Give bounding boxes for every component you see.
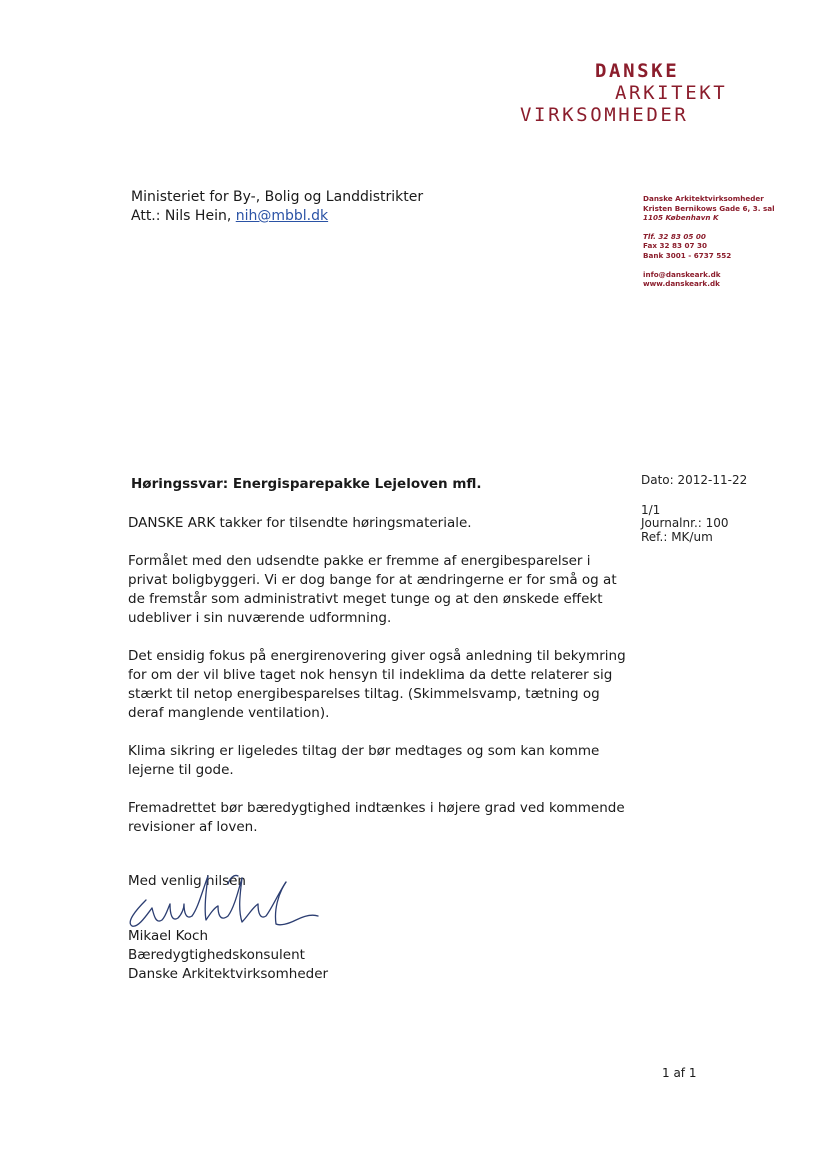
body-paragraph-5: Fremadrettet bør bæredygtighed indtænkes i højere grad ved kommende revisioner af loven. (128, 800, 625, 835)
recipient-attention (131, 207, 423, 226)
letter-journal-number: Journalnr.: 100 (641, 516, 729, 530)
recipient-att-label: Att.: Nils Hein, (131, 208, 236, 224)
logo-line-danske: DANSKE (595, 60, 680, 82)
letter-date: Dato: 2012-11-22 (641, 473, 748, 487)
sender-name: Danske Arkitektvirksomheder (643, 194, 764, 203)
letter-closing: Med venlig hilsen (128, 873, 246, 889)
body-paragraph-3: Det ensidig fokus på energirenovering giver også anledning til bekymring for om der vil blive taget nok hensyn til indeklima da dette relaterer sig stærkt til netop energibesparelses tiltag. (Skimmelsvamp, tætning og deraf manglende ventilation). (128, 648, 626, 721)
signer-organization: Danske Arkitektvirksomheder (128, 966, 329, 982)
body-paragraph-4: Klima sikring er ligeledes tiltag der bør medtages og som kan komme lejerne til gode. (128, 743, 600, 778)
letter-body (128, 514, 628, 856)
sender-phone: Tlf. 32 83 05 00 (643, 231, 706, 241)
handwritten-signature (118, 868, 328, 932)
page-number: 1 af 1 (662, 1066, 697, 1080)
recipient-ministry: Ministeriet for By-, Bolig og Landdistrikter (131, 189, 424, 205)
signer-block (128, 927, 328, 984)
sender-address-block (643, 194, 813, 289)
recipient-address (131, 188, 423, 226)
sender-website: www.danskeark.dk (643, 279, 720, 289)
letter-reference: Ref.: MK/um (641, 529, 713, 544)
sender-bank: Bank 3001 - 6737 552 (643, 250, 732, 260)
sender-city: 1105 København K (643, 213, 719, 223)
signer-title: Bæredygtighedskonsulent (128, 947, 305, 963)
letter-subject: Høringssvar: Energisparepakke Lejeloven mfl. (131, 476, 482, 492)
recipient-email-link[interactable]: nih@mbbl.dk (235, 208, 329, 224)
letter-pages: 1/1 (641, 502, 661, 517)
letter-meta (641, 474, 747, 544)
body-paragraph-2: Formålet med den udsendte pakke er fremme af energibesparelser i privat boligbyggeri. Vi er dog bange for at ændringerne er for små og at de fremstår som administrativt meget tunge og at den ønskede effekt udebliver i sin nuværende udformning. (128, 553, 617, 626)
sender-email: info@danskeark.dk (643, 269, 721, 279)
company-logo (500, 58, 770, 128)
body-paragraph-1: DANSKE ARK takker for tilsendte høringsmateriale. (128, 515, 472, 531)
signer-name: Mikael Koch (128, 928, 209, 944)
sender-street: Kristen Bernikows Gade 6, 3. sal (643, 203, 775, 213)
logo-line-arkitekt: ARKITEKT (615, 82, 728, 104)
sender-fax: Fax 32 83 07 30 (643, 241, 707, 251)
logo-line-virksomheder: VIRKSOMHEDER (520, 104, 689, 126)
